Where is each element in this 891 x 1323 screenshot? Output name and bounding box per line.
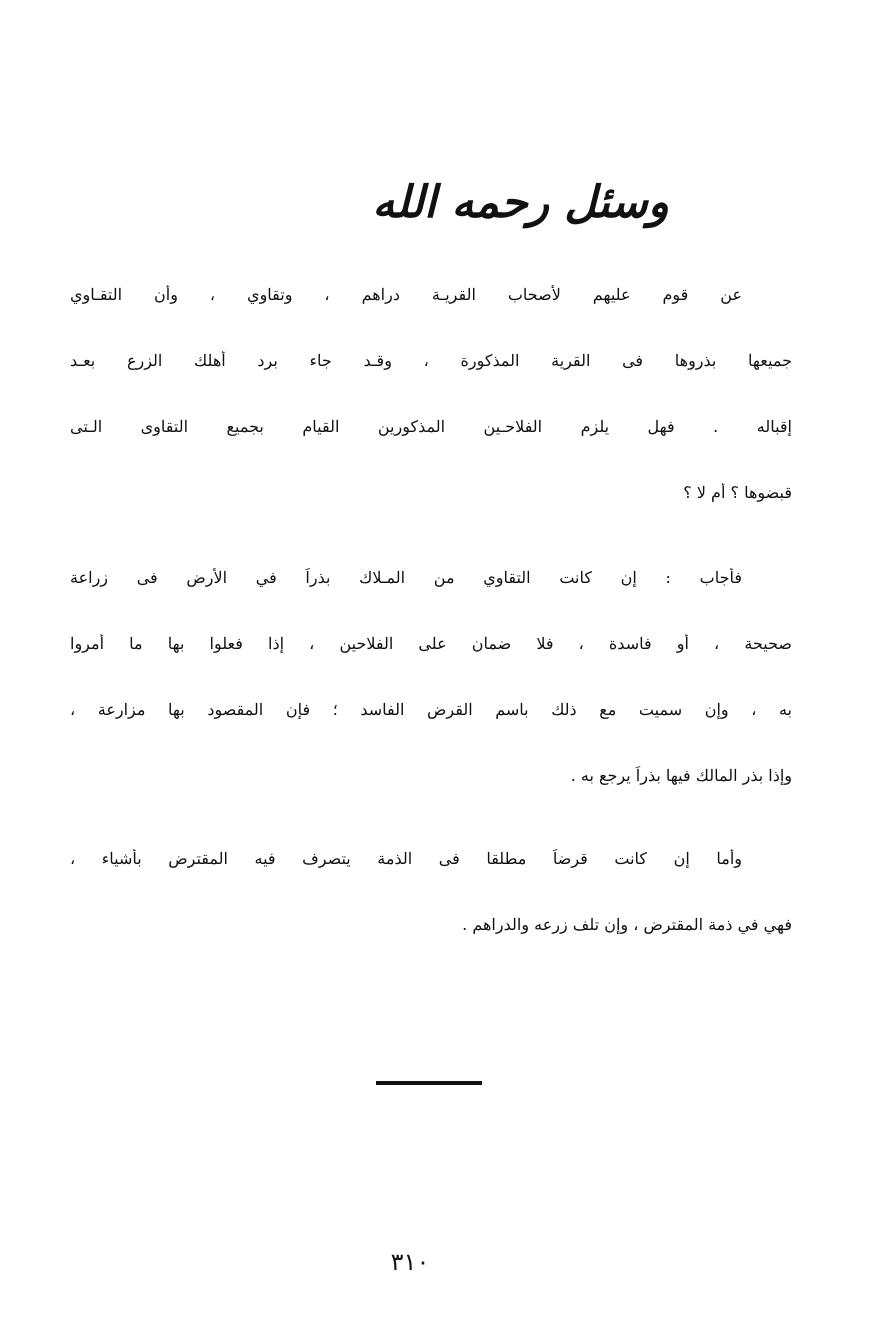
section-divider bbox=[376, 1081, 482, 1085]
section-heading: وسئل رحمه الله bbox=[372, 177, 669, 228]
text-line: قبضوها ؟ أم لا ؟ bbox=[683, 483, 792, 502]
paragraph-answer bbox=[70, 568, 792, 832]
text-line: عن قوم عليهم لأصحاب القريـة دراهم ، وتقاوي ، وأن التقـاوي bbox=[70, 285, 743, 304]
text-line: صحيحة ، أو فاسدة ، فلا ضمان على الفلاحين ، إذا فعلوا بها ما أمروا bbox=[70, 634, 792, 653]
paragraph-loan-case bbox=[70, 849, 792, 981]
page-number: ٣١٠ bbox=[390, 1248, 430, 1276]
text-line: به ، وإن سميت مع ذلك باسم القرض الفاسد ؛ فإن المقصود بها مزارعة ، bbox=[70, 700, 792, 719]
text-line: وأما إن كانت قرضاً مطلقا فى الذمة يتصرف فيه المقترض بأشياء ، bbox=[70, 849, 743, 868]
text-line: إقباله . فهل يلزم الفلاحـين المذكورين القيام بجميع التقاوى الـتى bbox=[70, 417, 792, 436]
text-line: وإذا بذر المالك فيها بذراً يرجع به . bbox=[570, 766, 792, 785]
text-line: جميعها بذروها فى القرية المذكورة ، وقـد جاء برد أهلك الزرع بعـد bbox=[70, 351, 792, 370]
text-line: فهي في ذمة المقترض ، وإن تلف زرعه والدراهم . bbox=[462, 915, 792, 934]
text-line: فأجاب : إن كانت التقاوي من المـلاك بذراً في الأرض فى زراعة bbox=[70, 568, 742, 587]
paragraph-question bbox=[70, 285, 792, 549]
